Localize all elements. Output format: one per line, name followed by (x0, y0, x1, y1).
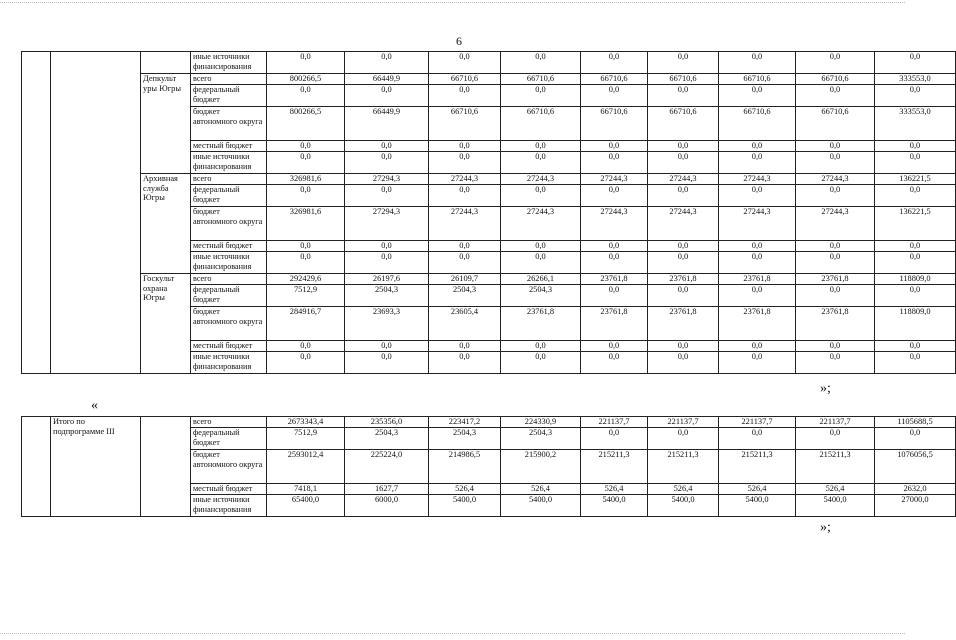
value-cell: 0,0 (648, 185, 719, 207)
value-cell: 0,0 (875, 352, 956, 374)
value-cell: 2673343,4 (267, 417, 345, 428)
value-cell: 526,4 (429, 484, 501, 495)
value-cell: 0,0 (648, 241, 719, 252)
value-cell: 66710,6 (429, 107, 501, 141)
value-cell: 800266,5 (267, 74, 345, 85)
value-cell: 0,0 (796, 141, 875, 152)
value-cell: 0,0 (796, 152, 875, 174)
value-cell: 0,0 (648, 152, 719, 174)
value-cell: 0,0 (875, 85, 956, 107)
value-cell: 7418,1 (267, 484, 345, 495)
value-cell: 0,0 (429, 341, 501, 352)
page-number: 6 (456, 34, 462, 48)
subprogram-total-label: Итого по подпрограмме III (51, 417, 141, 517)
value-cell: 23605,4 (429, 307, 501, 341)
value-cell: 23761,8 (648, 274, 719, 285)
value-cell: 23761,8 (581, 274, 648, 285)
value-cell: 0,0 (875, 152, 956, 174)
value-cell: 0,0 (581, 285, 648, 307)
value-cell: 0,0 (267, 52, 345, 74)
value-cell: 0,0 (501, 241, 581, 252)
funding-source-cell: федеральный бюджет (191, 285, 267, 307)
value-cell: 0,0 (719, 285, 796, 307)
value-cell: 0,0 (581, 85, 648, 107)
value-cell: 0,0 (796, 185, 875, 207)
value-cell: 526,4 (796, 484, 875, 495)
table-row (22, 274, 956, 285)
value-cell: 0,0 (719, 352, 796, 374)
value-cell: 0,0 (719, 341, 796, 352)
value-cell: 0,0 (501, 152, 581, 174)
value-cell: 0,0 (501, 141, 581, 152)
value-cell: 2504,3 (429, 285, 501, 307)
value-cell: 0,0 (719, 185, 796, 207)
value-cell: 0,0 (501, 85, 581, 107)
value-cell: 66710,6 (648, 74, 719, 85)
funding-source-cell: иные источники финансирования (191, 352, 267, 374)
value-cell: 0,0 (796, 241, 875, 252)
value-cell: 0,0 (875, 341, 956, 352)
funding-source-cell: местный бюджет (191, 141, 267, 152)
value-cell: 0,0 (581, 341, 648, 352)
empty-cell (22, 417, 51, 517)
value-cell: 1105688,5 (875, 417, 956, 428)
value-cell: 0,0 (345, 152, 429, 174)
value-cell: 66710,6 (648, 107, 719, 141)
funding-table-continued (21, 51, 956, 374)
funding-source-cell: иные источники финансирования (191, 152, 267, 174)
value-cell: 66710,6 (581, 107, 648, 141)
value-cell: 136221,5 (875, 207, 956, 241)
value-cell: 0,0 (501, 252, 581, 274)
value-cell: 66710,6 (501, 74, 581, 85)
value-cell: 284916,7 (267, 307, 345, 341)
value-cell: 0,0 (429, 85, 501, 107)
funding-source-cell: местный бюджет (191, 341, 267, 352)
table-row (22, 52, 956, 74)
value-cell: 23761,8 (648, 307, 719, 341)
value-cell: 292429,6 (267, 274, 345, 285)
value-cell: 0,0 (429, 152, 501, 174)
value-cell: 66710,6 (429, 74, 501, 85)
value-cell: 0,0 (345, 141, 429, 152)
value-cell: 5400,0 (501, 495, 581, 517)
value-cell: 27294,3 (345, 207, 429, 241)
value-cell: 66710,6 (581, 74, 648, 85)
value-cell: 27244,3 (429, 207, 501, 241)
value-cell: 0,0 (648, 341, 719, 352)
value-cell: 118809,0 (875, 274, 956, 285)
agency-name-cell (141, 52, 191, 74)
value-cell: 0,0 (796, 352, 875, 374)
value-cell: 23761,8 (796, 307, 875, 341)
value-cell: 2632,0 (875, 484, 956, 495)
funding-source-cell: местный бюджет (191, 241, 267, 252)
value-cell: 0,0 (429, 141, 501, 152)
value-cell: 0,0 (581, 252, 648, 274)
value-cell: 0,0 (581, 241, 648, 252)
value-cell: 0,0 (581, 141, 648, 152)
agency-name-cell: Архивная служба Югры (141, 174, 191, 274)
value-cell: 225224,0 (345, 450, 429, 484)
value-cell: 66449,9 (345, 107, 429, 141)
value-cell: 0,0 (501, 341, 581, 352)
value-cell: 23761,8 (581, 307, 648, 341)
value-cell: 5400,0 (648, 495, 719, 517)
value-cell: 0,0 (429, 52, 501, 74)
value-cell: 0,0 (719, 152, 796, 174)
value-cell: 0,0 (796, 285, 875, 307)
value-cell: 221137,7 (581, 417, 648, 428)
value-cell: 23693,3 (345, 307, 429, 341)
funding-source-cell: бюджет автономного округа (191, 107, 267, 141)
value-cell: 0,0 (875, 52, 956, 74)
funding-source-cell: иные источники финансирования (191, 52, 267, 74)
value-cell: 66710,6 (719, 74, 796, 85)
value-cell: 0,0 (875, 185, 956, 207)
value-cell: 1627,7 (345, 484, 429, 495)
value-cell: 0,0 (345, 241, 429, 252)
value-cell: 0,0 (719, 252, 796, 274)
value-cell: 0,0 (719, 428, 796, 450)
funding-source-cell: федеральный бюджет (191, 428, 267, 450)
value-cell: 0,0 (345, 85, 429, 107)
value-cell: 0,0 (345, 352, 429, 374)
value-cell: 0,0 (581, 428, 648, 450)
value-cell: 27244,3 (581, 174, 648, 185)
value-cell: 215211,3 (581, 450, 648, 484)
value-cell: 214986,5 (429, 450, 501, 484)
table-row (22, 417, 956, 428)
value-cell: 5400,0 (796, 495, 875, 517)
value-cell: 215211,3 (796, 450, 875, 484)
funding-source-cell: иные источники финансирования (191, 252, 267, 274)
value-cell: 118809,0 (875, 307, 956, 341)
value-cell: 0,0 (581, 185, 648, 207)
value-cell: 0,0 (345, 185, 429, 207)
value-cell: 0,0 (648, 141, 719, 152)
value-cell: 65400,0 (267, 495, 345, 517)
value-cell: 27244,3 (796, 207, 875, 241)
value-cell: 333553,0 (875, 74, 956, 85)
value-cell: 66710,6 (796, 74, 875, 85)
value-cell: 333553,0 (875, 107, 956, 141)
value-cell: 0,0 (581, 52, 648, 74)
value-cell: 221137,7 (648, 417, 719, 428)
value-cell: 2504,3 (345, 428, 429, 450)
value-cell: 27244,3 (581, 207, 648, 241)
value-cell: 2593012,4 (267, 450, 345, 484)
value-cell: 0,0 (345, 52, 429, 74)
value-cell: 0,0 (267, 352, 345, 374)
empty-cell (51, 52, 141, 374)
value-cell: 26266,1 (501, 274, 581, 285)
value-cell: 2504,3 (501, 285, 581, 307)
funding-source-cell: местный бюджет (191, 484, 267, 495)
value-cell: 0,0 (267, 241, 345, 252)
value-cell: 0,0 (345, 341, 429, 352)
value-cell: 0,0 (429, 241, 501, 252)
value-cell: 0,0 (267, 252, 345, 274)
value-cell: 66710,6 (719, 107, 796, 141)
value-cell: 23761,8 (719, 274, 796, 285)
value-cell: 526,4 (581, 484, 648, 495)
value-cell: 0,0 (796, 252, 875, 274)
value-cell: 27244,3 (648, 174, 719, 185)
value-cell: 6000,0 (345, 495, 429, 517)
value-cell: 224330,9 (501, 417, 581, 428)
funding-source-cell: всего (191, 274, 267, 285)
funding-source-cell: иные источники финансирования (191, 495, 267, 517)
value-cell: 27244,3 (648, 207, 719, 241)
value-cell: 2504,3 (429, 428, 501, 450)
closing-quote-mark: »; (820, 381, 831, 396)
agency-name-cell: Госкульт охрана Югры (141, 274, 191, 374)
subprogram-total-table (21, 416, 956, 517)
value-cell: 2504,3 (501, 428, 581, 450)
value-cell: 27000,0 (875, 495, 956, 517)
value-cell: 0,0 (267, 341, 345, 352)
value-cell: 66449,9 (345, 74, 429, 85)
value-cell: 23761,8 (796, 274, 875, 285)
value-cell: 7512,9 (267, 428, 345, 450)
value-cell: 223417,2 (429, 417, 501, 428)
value-cell: 0,0 (581, 352, 648, 374)
empty-cell (141, 417, 191, 517)
funding-source-cell: федеральный бюджет (191, 85, 267, 107)
value-cell: 27244,3 (796, 174, 875, 185)
value-cell: 0,0 (648, 285, 719, 307)
value-cell: 0,0 (875, 285, 956, 307)
value-cell: 0,0 (796, 428, 875, 450)
closing-quote-mark: »; (820, 520, 831, 535)
value-cell: 0,0 (429, 352, 501, 374)
value-cell: 326981,6 (267, 174, 345, 185)
agency-name-cell: Депкульт уры Югры (141, 74, 191, 174)
value-cell: 0,0 (719, 85, 796, 107)
value-cell: 66710,6 (501, 107, 581, 141)
opening-quote-mark: « (91, 398, 98, 413)
value-cell: 221137,7 (796, 417, 875, 428)
value-cell: 0,0 (796, 341, 875, 352)
value-cell: 0,0 (796, 52, 875, 74)
scan-edge-top (0, 2, 905, 3)
value-cell: 26109,7 (429, 274, 501, 285)
value-cell: 27244,3 (429, 174, 501, 185)
funding-table-body (22, 52, 956, 374)
value-cell: 0,0 (875, 241, 956, 252)
subprogram-total-body (22, 417, 956, 517)
value-cell: 0,0 (875, 141, 956, 152)
value-cell: 26197,6 (345, 274, 429, 285)
value-cell: 0,0 (648, 252, 719, 274)
value-cell: 800266,5 (267, 107, 345, 141)
funding-source-cell: федеральный бюджет (191, 185, 267, 207)
value-cell: 27244,3 (501, 207, 581, 241)
value-cell: 0,0 (267, 152, 345, 174)
value-cell: 23761,8 (501, 307, 581, 341)
value-cell: 0,0 (648, 352, 719, 374)
value-cell: 5400,0 (429, 495, 501, 517)
value-cell: 526,4 (719, 484, 796, 495)
value-cell: 27244,3 (719, 207, 796, 241)
value-cell: 0,0 (581, 152, 648, 174)
value-cell: 0,0 (267, 85, 345, 107)
value-cell: 0,0 (719, 141, 796, 152)
value-cell: 27294,3 (345, 174, 429, 185)
value-cell: 0,0 (267, 185, 345, 207)
value-cell: 0,0 (501, 185, 581, 207)
value-cell: 5400,0 (581, 495, 648, 517)
value-cell: 0,0 (429, 185, 501, 207)
value-cell: 0,0 (719, 52, 796, 74)
funding-source-cell: всего (191, 174, 267, 185)
value-cell: 0,0 (501, 52, 581, 74)
value-cell: 0,0 (875, 428, 956, 450)
value-cell: 27244,3 (501, 174, 581, 185)
value-cell: 66710,6 (796, 107, 875, 141)
value-cell: 526,4 (501, 484, 581, 495)
value-cell: 23761,8 (719, 307, 796, 341)
value-cell: 526,4 (648, 484, 719, 495)
value-cell: 0,0 (267, 141, 345, 152)
value-cell: 27244,3 (719, 174, 796, 185)
funding-source-cell: всего (191, 74, 267, 85)
scan-edge-bottom (0, 633, 905, 634)
value-cell: 136221,5 (875, 174, 956, 185)
value-cell: 0,0 (345, 252, 429, 274)
value-cell: 215211,3 (719, 450, 796, 484)
value-cell: 215900,2 (501, 450, 581, 484)
table-row (22, 74, 956, 85)
value-cell: 5400,0 (719, 495, 796, 517)
value-cell: 1076056,5 (875, 450, 956, 484)
value-cell: 0,0 (796, 85, 875, 107)
value-cell: 235356,0 (345, 417, 429, 428)
value-cell: 0,0 (875, 252, 956, 274)
table-row (22, 174, 956, 185)
funding-source-cell: бюджет автономного округа (191, 207, 267, 241)
funding-source-cell: бюджет автономного округа (191, 307, 267, 341)
funding-source-cell: бюджет автономного округа (191, 450, 267, 484)
value-cell: 0,0 (429, 252, 501, 274)
value-cell: 215211,3 (648, 450, 719, 484)
value-cell: 7512,9 (267, 285, 345, 307)
value-cell: 0,0 (648, 85, 719, 107)
value-cell: 221137,7 (719, 417, 796, 428)
value-cell: 0,0 (719, 241, 796, 252)
value-cell: 0,0 (648, 428, 719, 450)
value-cell: 2504,3 (345, 285, 429, 307)
value-cell: 0,0 (501, 352, 581, 374)
funding-source-cell: всего (191, 417, 267, 428)
empty-cell (22, 52, 51, 374)
value-cell: 0,0 (648, 52, 719, 74)
value-cell: 326981,6 (267, 207, 345, 241)
